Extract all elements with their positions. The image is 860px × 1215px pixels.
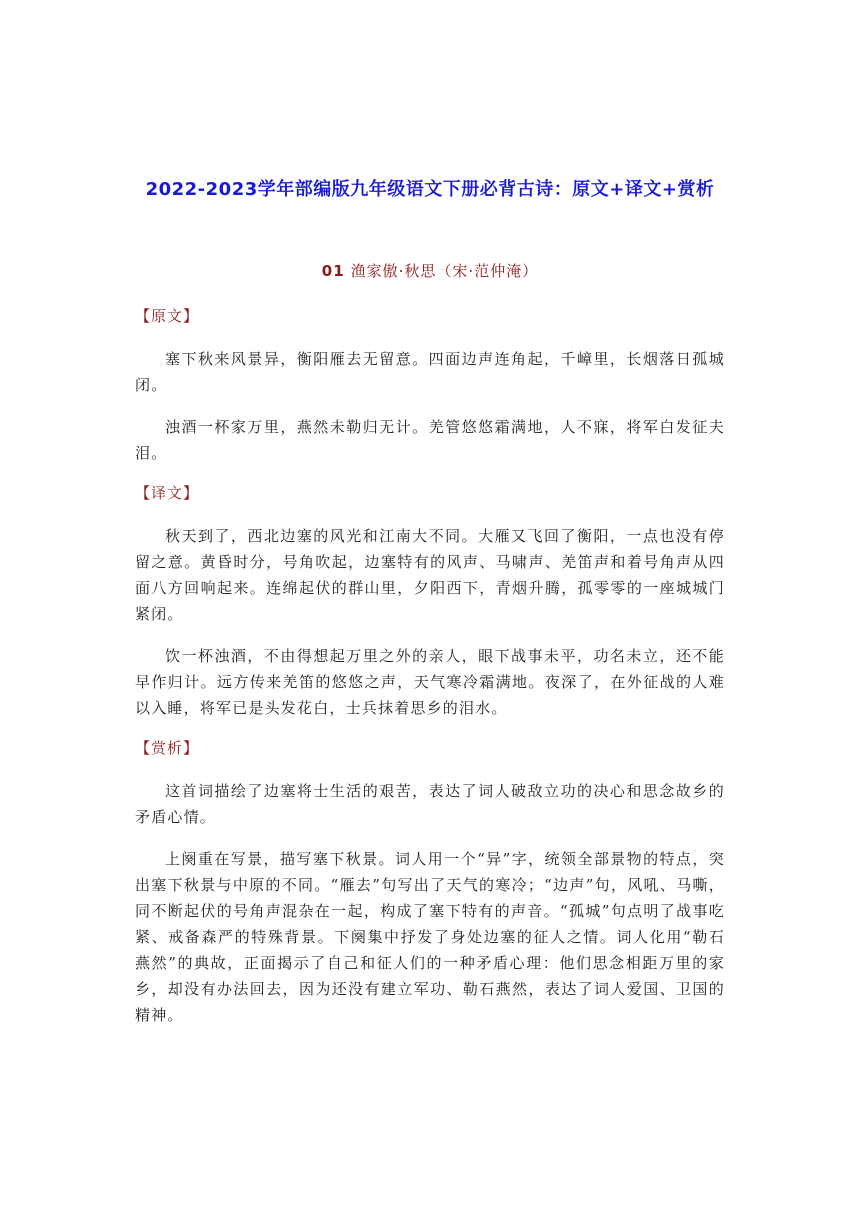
original-heading: 【原文】: [135, 307, 200, 325]
poem-heading: [0, 260, 860, 281]
original-paragraph: 塞下秋来风景异，衡阳雁去无留意。四面边声连角起，千嶂里，长烟落日孤城闭。: [135, 350, 725, 394]
poem-title: 渔家傲·秋思（宋·范仲淹）: [350, 262, 539, 280]
appreciation-heading: 【赏析】: [135, 739, 200, 757]
original-paragraph: 浊酒一杯家万里，燕然未勒归无计。羌管悠悠霜满地，人不寐，将军白发征夫泪。: [135, 418, 725, 462]
document-body: [135, 305, 725, 1044]
poem-number: 01: [321, 262, 345, 280]
translation-paragraph: 秋天到了，西北边塞的风光和江南大不同。大雁又飞回了衡阳，一点也没有停留之意。黄昏时分，号角吹起，边塞特有的风声、马啸声、羌笛声和着号角声从四面八方回响起来。连绵起伏的群山里，夕阳西下，青烟升腾，孤零零的一座城城门紧闭。: [135, 527, 725, 623]
document-title: 2022-2023学年部编版九年级语文下册必背古诗：原文+译文+赏析: [145, 179, 715, 200]
appreciation-paragraph: 这首词描绘了边塞将士生活的艰苦，表达了词人破敌立功的决心和思念故乡的矛盾心情。: [135, 782, 725, 826]
translation-paragraph: 饮一杯浊酒，不由得想起万里之外的亲人，眼下战事未平，功名未立，还不能早作归计。远方传来羌笛的悠悠之声，天气寒冷霜满地。夜深了，在外征战的人难以入睡，将军已是头发花白，士兵抹着思乡的泪水。: [135, 647, 725, 717]
appreciation-paragraph: 上阕重在写景，描写塞下秋景。词人用一个“异”字，统领全部景物的特点，突出塞下秋景与中原的不同。“雁去”句写出了天气的寒冷；“边声”句，风吼、马嘶，同不断起伏的号角声混杂在一起，构成了塞下特有的声音。“孤城”句点明了战事吃紧、戒备森严的特殊背景。下阕集中抒发了身处边塞的征人之情。词人化用“勒石燕然”的典故，正面揭示了自己和征人们的一种矛盾心理：他们思念相距万里的家乡，却没有办法回去，因为还没有建立军功、勒石燕然，表达了词人爱国、卫国的精神。: [135, 850, 725, 1024]
translation-heading: 【译文】: [135, 484, 200, 502]
